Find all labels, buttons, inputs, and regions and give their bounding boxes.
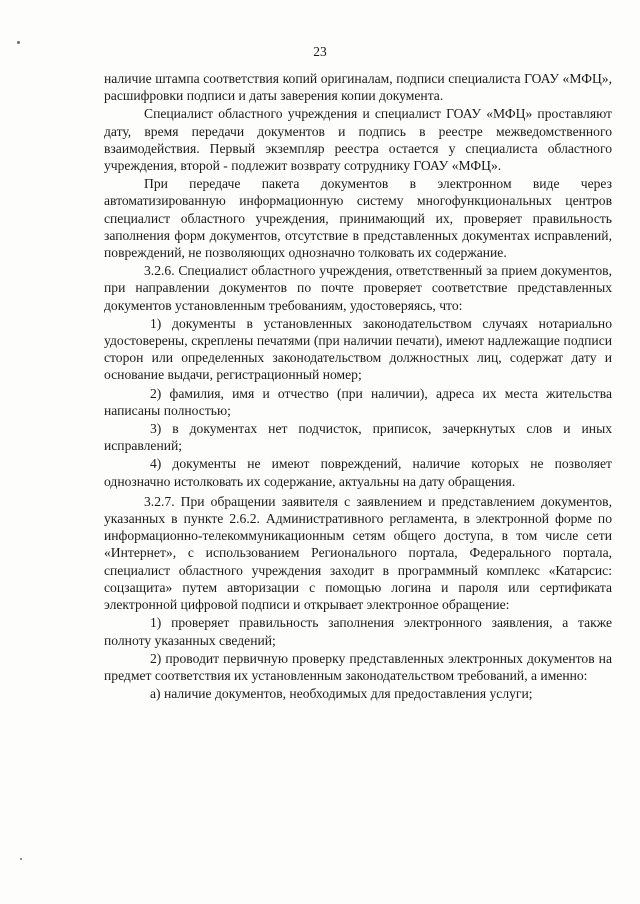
list-item-a: а) наличие документов, необходимых для предоставления услуги; [150, 686, 533, 702]
list-item-3: 3) в документах нет подчисток, приписок, зачеркнутых слов и иных исправлений; [104, 421, 612, 454]
list-item-4: 4) документы не имеют повреждений, наличие которых не позволяет однозначно истолковать их содержание, актуальны на дату обращения. [104, 456, 612, 489]
paragraph-registry: Специалист областного учреждения и специалист ГОАУ «МФЦ» проставляют дату, время передачи документов и подпись в реестре межведомственного взаимодействия. Первый экземпляр реестра остается у специалиста областного учреждения, второй - подлежит возврату сотруднику ГОАУ «МФЦ». [104, 106, 612, 174]
paragraph-stamp-note: наличие штампа соответствия копий оригиналам, подписи специалиста ГОАУ «МФЦ», расшифровки подписи и даты заверения копии документа. [104, 71, 612, 104]
page-number: 23 [313, 44, 327, 59]
list-item-1: 1) документы в установленных законодательством случаях нотариально удостоверены, скреплены печатями (при наличии печати), имеют надлежащие подписи сторон или определенных законодательством должностных лиц, содержат дату и основание выдачи, регистрационный номер; [104, 315, 612, 383]
paragraph-3-2-7: 3.2.7. При обращении заявителя с заявлением и представлением документов, указанных в пункте 2.6.2. Административного регламента, в электронной форме по информационно-телекоммуникационным сетям общего доступа, в том числе сети «Интернет», с использованием Регионального портала, Федерального портала, специалист областного учреждения заходит в программный комплекс «Катарсис: соцзащита» путем авторизации с помощью логина и пароля или сертификата электронной цифровой подписи и открывает электронное обращение: [104, 493, 612, 613]
paragraph-3-2-6: 3.2.6. Специалист областного учреждения, ответственный за прием документов, при направлении документов по почте проверяет соответствие представленных документов установленным требованиям, удостоверяясь, что: [104, 263, 612, 313]
document-body [104, 70, 612, 703]
scan-speck [20, 858, 22, 860]
list-item-check-2: 2) проводит первичную проверку представленных электронных документов на предмет соответствия их установленным законодательством требований, а именно: [104, 650, 612, 683]
paragraph-electronic-transfer: При передаче пакета документов в электронном виде через автоматизированную информационную систему многофункциональных центров специалист областного учреждения, принимающий их, проверяет правильность заполнения форм документов, отсутствие в представленных документах исправлений, повреждений, не позволяющих однозначно толковать их содержание. [104, 176, 612, 261]
list-item-check-1: 1) проверяет правильность заполнения электронного заявления, а также полноту указанных сведений; [104, 615, 612, 648]
list-item-2: 2) фамилия, имя и отчество (при наличии), адреса их места жительства написаны полностью; [104, 385, 612, 418]
